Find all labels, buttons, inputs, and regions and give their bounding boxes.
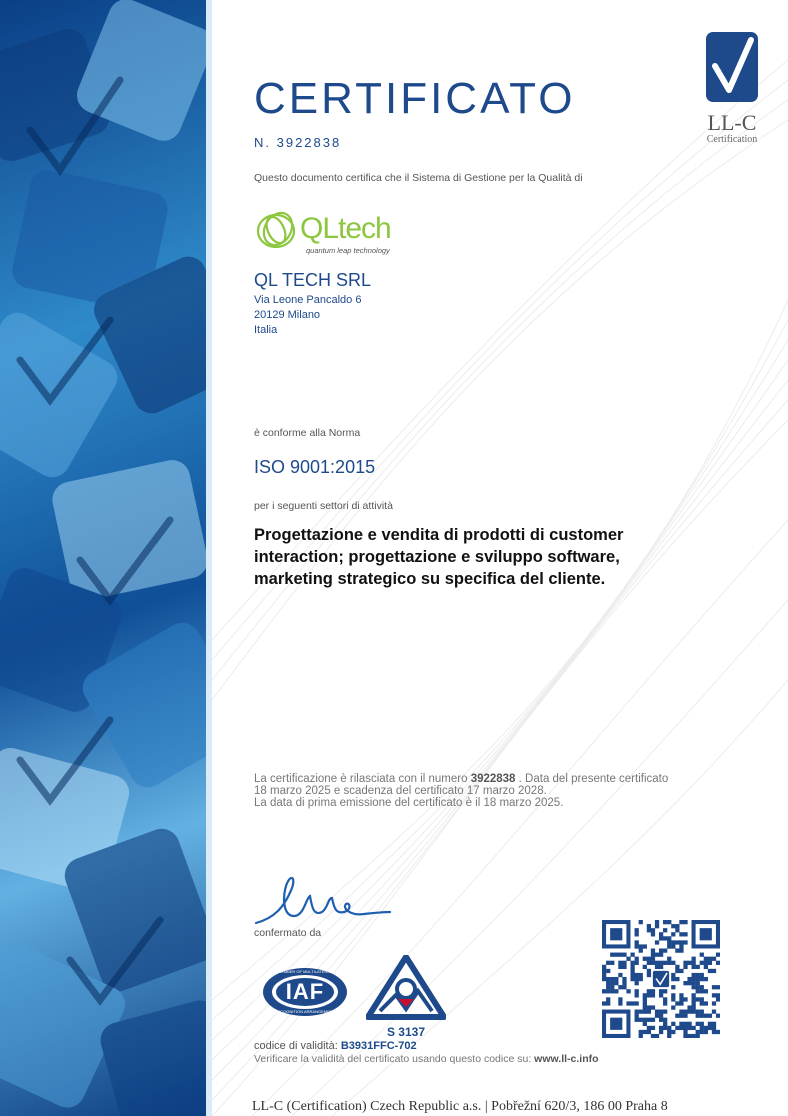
activity-scope — [254, 524, 734, 590]
certificate-number: N. 3922838 — [254, 135, 342, 150]
scope-line: Progettazione e vendita di prodotti di customer — [254, 526, 624, 544]
activity-label: per i seguenti settori di attività — [254, 500, 393, 512]
ll-c-logo-text: LL-C — [707, 110, 757, 135]
address-country: Italia — [254, 324, 278, 336]
verify-site-link[interactable]: www.ll-c.info — [534, 1053, 599, 1065]
iso-standard: ISO 9001:2015 — [254, 457, 376, 477]
verify-text: Verificare la validità del certificato usando questo codice su: — [254, 1053, 532, 1065]
conformity-label: è conforme alla Norma — [254, 427, 361, 439]
company-logo-mark-icon — [254, 207, 302, 253]
signature-image — [254, 868, 394, 928]
company-name: QL TECH SRL — [254, 270, 372, 290]
company-logo-ql: QL — [300, 212, 339, 245]
iaf-badge — [262, 967, 348, 1017]
company-logo — [254, 207, 414, 257]
note-line-2: 18 marzo 2025 e scadenza del certificato 17 marzo 2028. — [254, 785, 547, 797]
footer-address: LL-C (Certification) Czech Republic a.s. | Pobřežní 620/3, 186 00 Praha 8 — [252, 1099, 668, 1114]
signature-label: confermato da — [254, 927, 322, 939]
certificate-title: CERTIFICATO — [254, 74, 576, 123]
company-logo-tagline: quantum leap technology — [306, 246, 390, 255]
ll-c-logo-subtext: Certification — [706, 134, 758, 145]
validity-label: codice di validità: — [254, 1040, 338, 1052]
address-street: Via Leone Pancaldo 6 — [254, 294, 362, 306]
note-line-3: La data di prima emissione del certificato è il 18 marzo 2025. — [254, 797, 564, 809]
address-city: 20129 Milano — [254, 309, 321, 321]
accreditation-badge — [366, 955, 446, 1039]
accreditation-triangle-icon — [366, 955, 446, 1021]
ll-c-logo — [703, 30, 761, 145]
intro-text: Questo documento certifica che il Sistema di Gestione per la Qualità di — [254, 172, 583, 184]
certification-note — [254, 773, 754, 809]
iaf-badge-bottom-text: RECOGNITION ARRANGEMENT — [274, 1009, 336, 1014]
note-line-1: La certificazione è rilasciata con il numero 3922838 . Data del presente certificato — [254, 773, 669, 785]
verify-line — [254, 1053, 599, 1065]
decorative-side-art — [0, 0, 212, 1116]
ll-c-check-icon — [703, 30, 761, 105]
validity-code-line — [254, 1040, 417, 1052]
validity-code: B3931FFC-702 — [340, 1040, 417, 1052]
accreditation-number: S 3137 — [386, 1025, 426, 1039]
note-cert-number: 3922838 — [470, 773, 516, 785]
iaf-badge-top-text: MEMBER OF MULTILATERAL — [277, 969, 333, 974]
qr-code — [602, 920, 720, 1038]
scope-line: marketing strategico su specifica del cliente. — [254, 570, 606, 588]
iaf-badge-text: IAF — [285, 979, 325, 1004]
qr-code-image — [602, 920, 720, 1038]
company-logo-tech: tech — [338, 212, 391, 245]
scope-line: interaction; progettazione e sviluppo software, — [254, 548, 620, 566]
